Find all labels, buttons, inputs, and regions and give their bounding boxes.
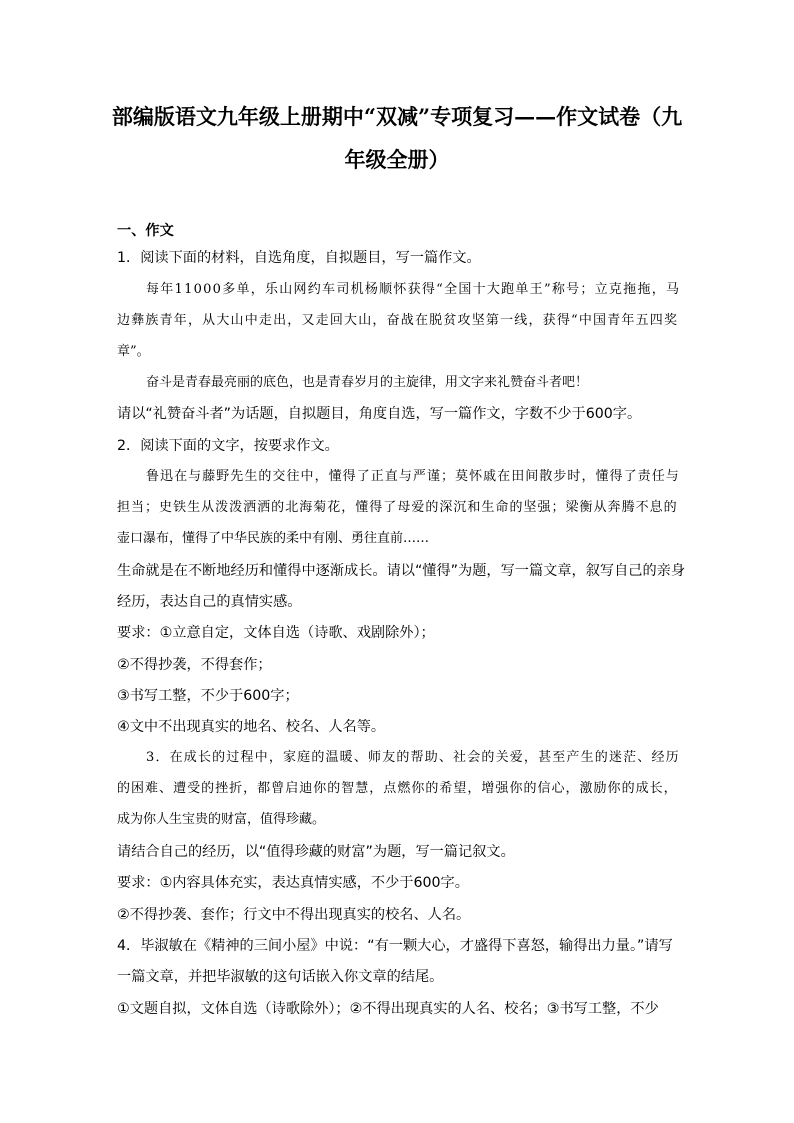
question-3-material-line-1: 3 ． 在 成 长 的 过 程 中 ， 家 庭 的 温 暖 、 师 友 的 帮 助 、 社 会 的 关 爱 ， 甚 至 产 生 的 迷 茫 、 经 历 (146, 750, 679, 765)
document-title-line-1: 部编版语文九年级上册期中“双减”专项复习——作文试卷（九 (111, 104, 683, 129)
question-4-prompt-line-1: 4．毕淑敏在《精神的三间小屋》中说：“有一颗大心，才盛得下喜怒，输得出力量。”请写 (117, 938, 673, 954)
question-3-instruction: 请结合自己的经历，以“值得珍藏的财富”为题，写一篇记叙文。 (117, 844, 515, 860)
question-1-material-line-4: 奋斗是青春最亮丽的底色，也是青春岁月的主旋律，用文字来礼赞奋斗者吧！ (146, 375, 589, 390)
question-1-material-line-2: 边 彝 族 青 年 ， 从 大 山 中 走 出 ， 又 走 回 大 山 ， 奋 战 在 脱 贫 攻 坚 第 一 线 ， 获 得 “ 中 国 青 年 五 四 奖 (117, 313, 677, 328)
question-4-requirements: ①文题自拟，文体自选（诗歌除外）；②不得出现真实的人名、校名；③书写工整，不少 (117, 1001, 659, 1017)
question-4-prompt-line-2: 一篇文章，并把毕淑敏的这句话嵌入你文章的结尾。 (117, 969, 444, 985)
question-1-requirement: 请以“礼赞奋斗者”为话题，自拟题目，角度自选，写一篇作文，字数不少于600字。 (117, 406, 642, 422)
question-2-material-line-2: 担 当 ； 史 铁 生 从 泼 泼 洒 洒 的 北 海 菊 花 ， 懂 得 了 母 爱 的 深 沉 和 生 命 的 坚 强 ； 梁 衡 从 奔 腾 不 息 的 (117, 500, 677, 515)
question-2-material-line-3: 壶口瀑布，懂得了中华民族的柔中有刚、勇往直前…… (117, 531, 430, 546)
question-2-instruction-line-2: 经历，表达自己的真情实感。 (117, 594, 302, 610)
question-1-material-line-3: 章”。 (117, 344, 150, 359)
question-2-requirement-4: ④文中不出现真实的地名、校名、人名等。 (117, 719, 386, 735)
question-1-prompt: 1．阅读下面的材料，自选角度，自拟题目，写一篇作文。 (117, 250, 481, 266)
document-title-line-2: 年级全册） (344, 147, 450, 172)
question-3-material-line-3: 成为你人生宝贵的财富，值得珍藏。 (117, 812, 326, 827)
section-heading: 一、作文 (117, 223, 174, 239)
question-2-requirement-2: ②不得抄袭，不得套作； (117, 657, 272, 673)
question-2-prompt: 2．阅读下面的文字，按要求作文。 (117, 438, 339, 454)
question-2-instruction-line-1: 生命就是在不断地经历和懂得中逐渐成长。请以“懂得”为题，写一篇文章，叙写自己的亲身 (117, 563, 686, 579)
question-1-material-line-1: 每 年 1 1 0 0 0 多 单 ， 乐 山 网 约 车 司 机 杨 顺 怀 获 得 “ 全 国 十 大 跑 单 王 ” 称 号 ； 立 克 拖 拖 ， 马 (146, 282, 679, 297)
question-3-requirement-2: ②不得抄袭、套作；行文中不得出现真实的校名、人名。 (117, 907, 471, 923)
question-2-material-line-1: 鲁 迅 在 与 藤 野 先 生 的 交 往 中 ， 懂 得 了 正 直 与 严 谨 ； 莫 怀 戚 在 田 间 散 步 时 ， 懂 得 了 责 任 与 (146, 469, 679, 484)
question-3-material-line-2: 的 困 难 、 遭 受 的 挫 折 ， 都 曾 启 迪 你 的 智 慧 ， 点 燃 你 的 希 望 ， 增 强 你 的 信 心 ， 激 励 你 的 成 长 ， (117, 781, 677, 796)
question-2-requirement-3: ③书写工整，不少于600字； (117, 688, 299, 704)
question-2-requirement-1: 要求：①立意自定，文体自选（诗歌、戏剧除外）； (117, 625, 435, 641)
question-3-requirement-1: 要求：①内容具体充实，表达真情实感，不少于600字。 (117, 875, 469, 891)
